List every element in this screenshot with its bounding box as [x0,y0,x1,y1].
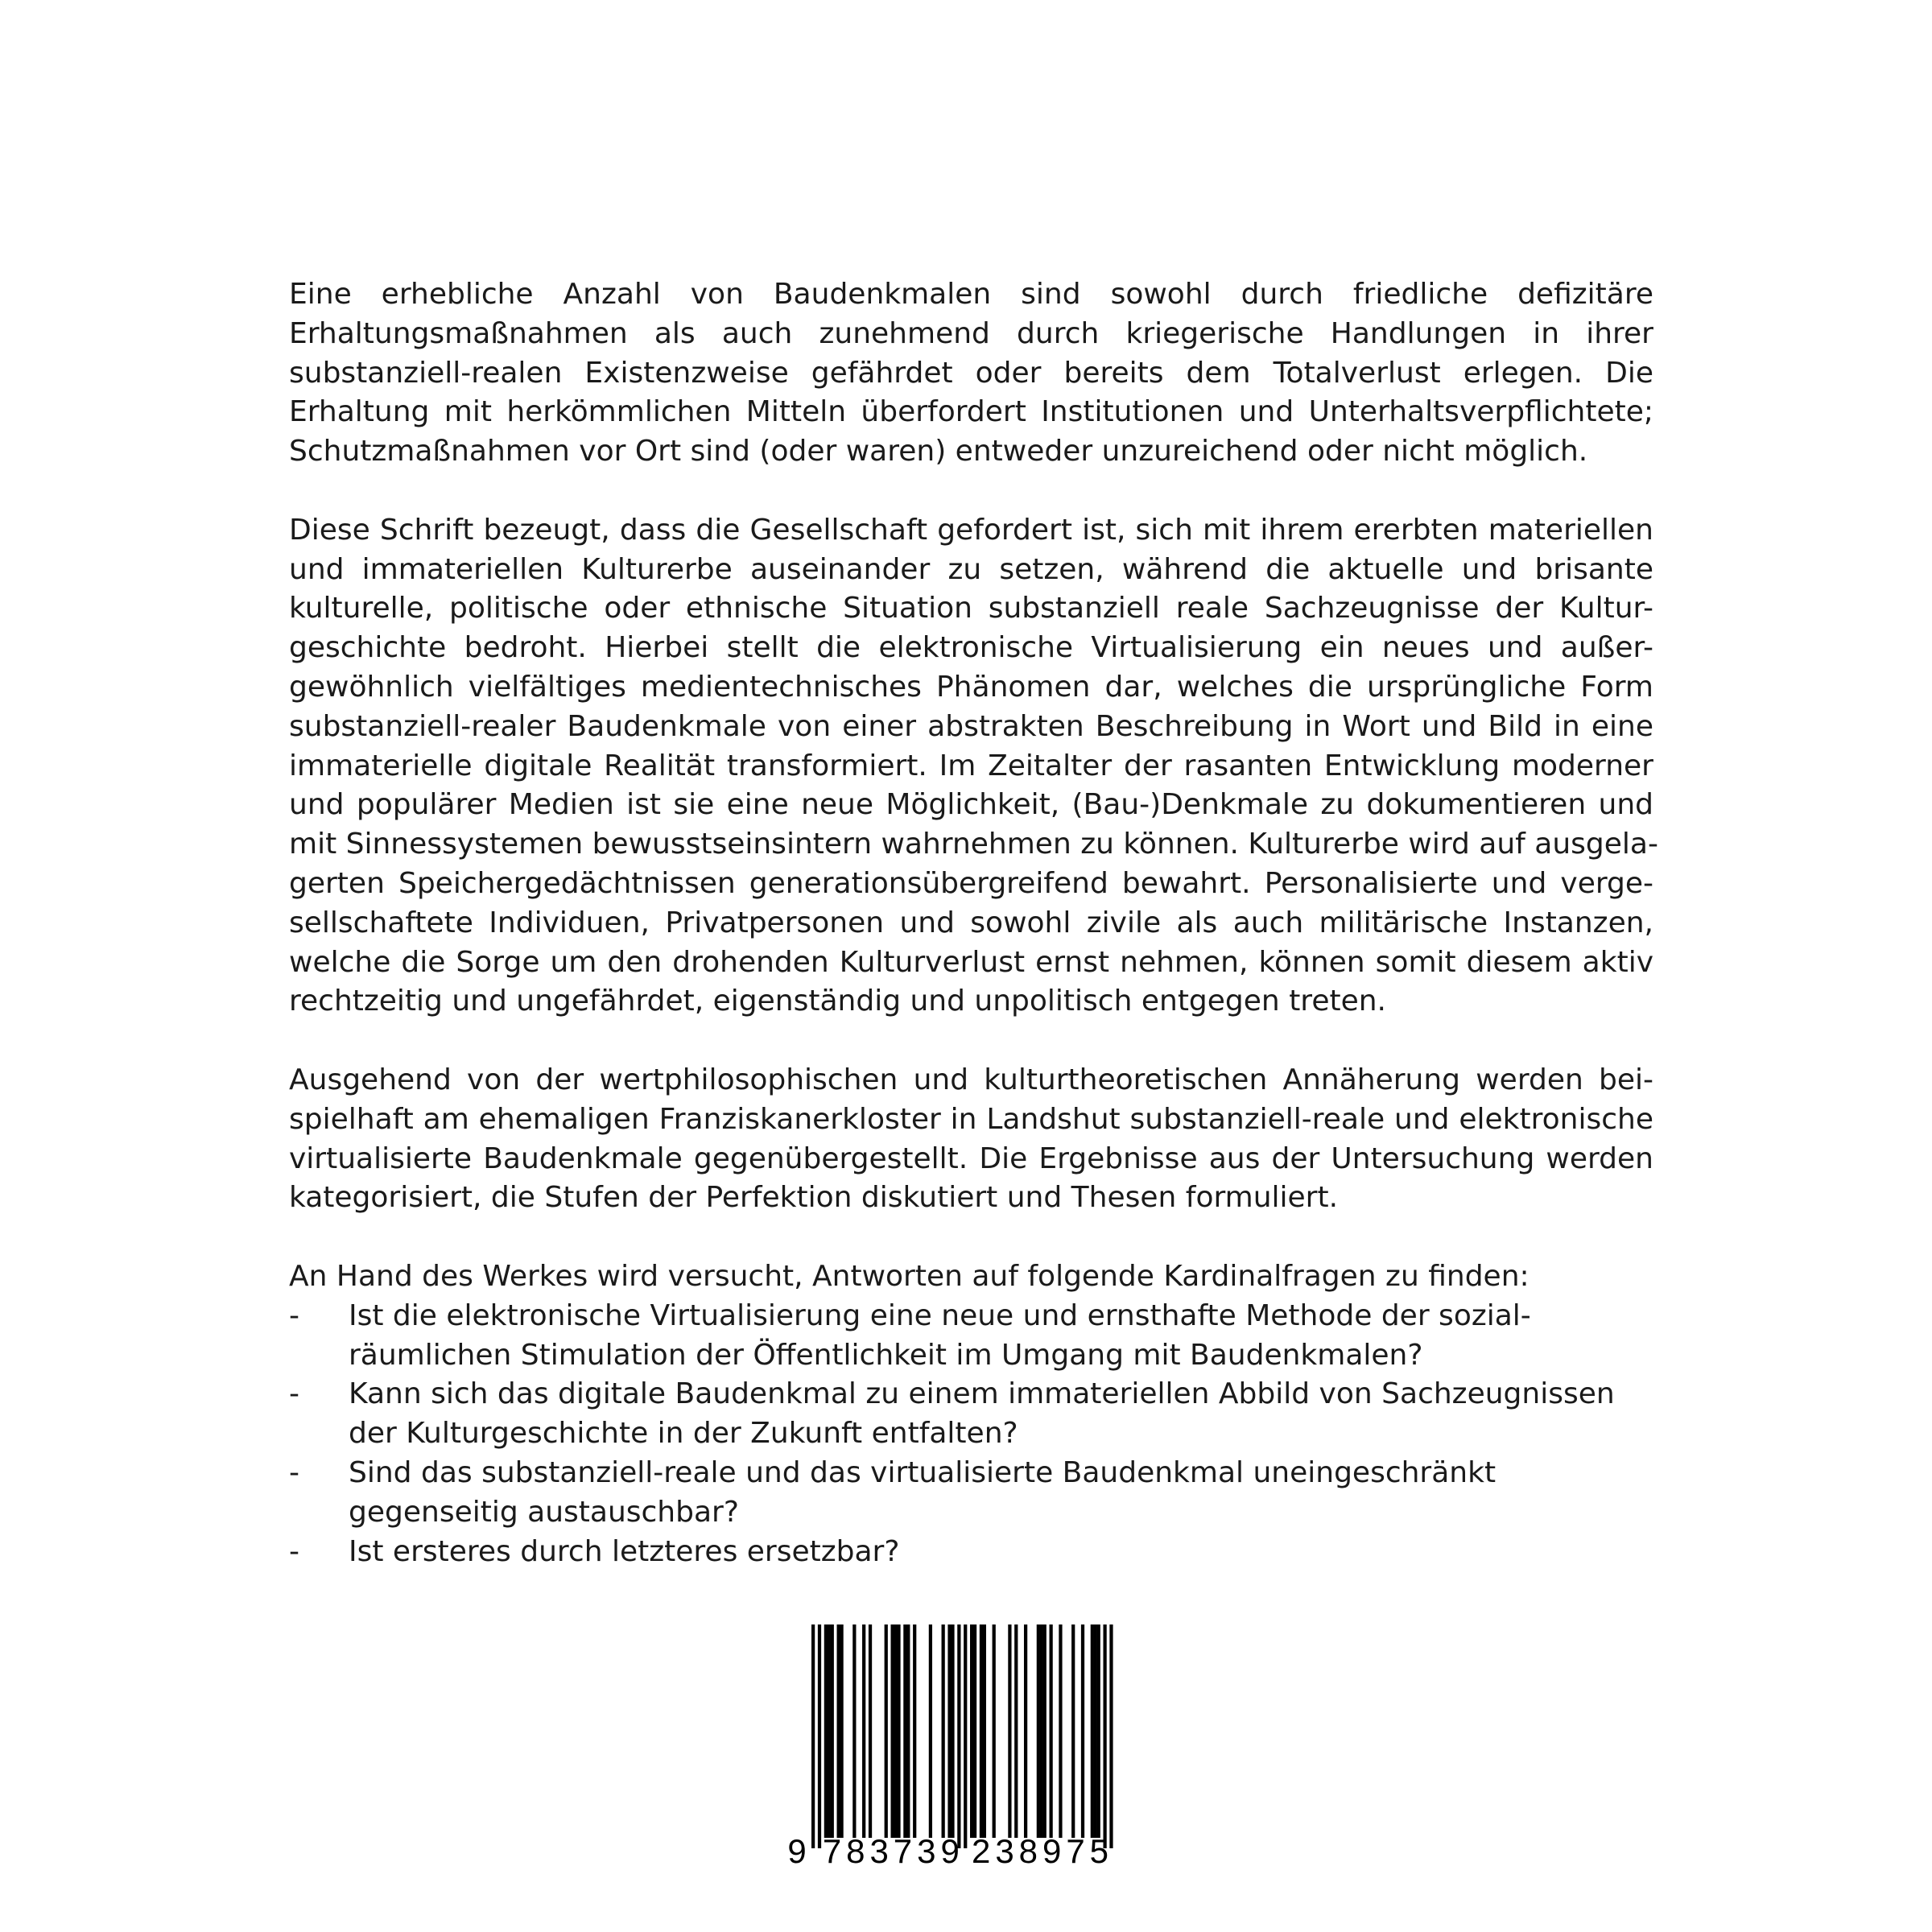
barcode-bar [1024,1624,1027,1838]
text-line: und populärer Medien ist sie eine neue Möglichkeit, (Bau-)Denkmale zu dokumentieren und [289,788,1653,822]
question-item [289,1454,1653,1533]
text-line: sellschaftete Individuen, Privatpersonen und sowohl zivile als auch militärische Instanzen, [289,906,1653,939]
question-line: Ist die elektronische Virtualisierung eine neue und ernsthafte Methode der sozial- [349,1298,1531,1332]
barcode-bar [980,1624,983,1838]
barcode-bar [1097,1624,1100,1838]
bullet-dash: - [289,1534,299,1568]
barcode-bar [891,1624,894,1838]
bullet-dash: - [289,1377,299,1411]
barcode-bar [840,1624,843,1838]
text-line: virtualisierte Baudenkmale gegenübergestellt. Die Ergebnisse aus der Untersuchung werden [289,1141,1653,1175]
barcode-bar [951,1624,954,1838]
bullet-dash: - [289,1455,299,1489]
paragraph-gap [289,472,1653,511]
barcode-bar [964,1624,967,1848]
barcode-bar [1040,1624,1043,1838]
barcode-bar [1008,1624,1011,1838]
question-line: gegenseitig austauschbar? [349,1495,739,1529]
text-line: immaterielle digitale Realität transformiert. Im Zeitalter der rasanten Entwicklung moderner [289,749,1653,782]
isbn-digits: 238975 [972,1832,1108,1866]
text-line: kategorisiert, die Stufen der Perfektion diskutiert und Thesen formuliert. [289,1181,1339,1215]
barcode-bar [1059,1624,1062,1838]
barcode-bar [1071,1624,1075,1838]
question-item [289,1375,1653,1454]
paragraph [289,511,1658,1022]
barcode-bar [1043,1624,1046,1838]
paragraph-gap [289,1218,1653,1257]
text-line: Diese Schrift bezeugt, dass die Gesellschaft gefordert ist, sich mit ihrem ererbten materiellen [289,513,1653,547]
question-item [289,1297,1653,1376]
barcode-bar [885,1624,888,1838]
isbn-barcode [781,1624,1151,1866]
barcode-bar [1050,1624,1053,1838]
paragraph [289,1061,1653,1218]
barcode-bar [837,1624,840,1838]
question-line: Kann sich das digitale Baudenkmal zu einem immateriellen Abbild von Sachzeugnissen [349,1377,1615,1411]
isbn-digits: 9 [787,1832,807,1866]
barcode-bar [831,1624,834,1838]
barcode-bar [869,1624,872,1838]
question-line: Sind das substanziell-reale und das virtualisierte Baudenkmal uneingeschränkt [349,1455,1496,1489]
barcode-bar [897,1624,900,1838]
barcode-bar [947,1624,951,1838]
text-line: rechtzeitig und ungefährdet, eigenständig und unpolitisch entgegen treten. [289,985,1386,1018]
barcode-bar [1091,1624,1094,1838]
barcode-bar [1014,1624,1018,1838]
barcode-bar [1103,1624,1106,1848]
text-line: gerten Speichergedächtnissen generationsübergreifend bewahrt. Personalisierte und verge- [289,866,1653,900]
question-line: Ist ersteres durch letzteres ersetzbar? [349,1534,900,1568]
isbn-digits: 783739 [822,1832,960,1866]
barcode-bar [852,1624,856,1838]
text-line: substanziell-realer Baudenkmale von einer abstrakten Beschreibung in Wort und Bild in eine [289,709,1653,743]
barcode-bar [983,1624,986,1838]
text-line: kulturelle, politische oder ethnische Situation substanziell reale Sachzeugnisse der Kultur- [289,592,1653,625]
barcode-bar [862,1624,865,1838]
text-line: Schutzmaßnahmen vor Ort sind (oder waren) entweder unzureichend oder nicht möglich. [289,435,1588,469]
text-line: gewöhnlich vielfältiges medientechnisches Phänomen dar, welches die ursprüngliche Form [289,670,1653,704]
text-line: spielhaft am ehemaligen Franziskanerkloster in Landshut substanziell-reale und elektronische [289,1102,1653,1136]
text-line: Erhaltungsmaßnahmen als auch zunehmend durch kriegerische Handlungen in ihrer [289,316,1653,350]
barcode-bar [913,1624,916,1838]
barcode-bar [818,1624,821,1848]
text-line: substanziell-realen Existenzweise gefährdet oder bereits dem Totalverlust erlegen. Die [289,356,1653,390]
paragraph [289,275,1653,472]
barcode-bar [973,1624,976,1838]
barcode-bar [828,1624,831,1838]
barcode-bar [1094,1624,1097,1838]
barcode-bar [1037,1624,1040,1838]
question-line: räumlichen Stimulation der Öffentlichkeit im Umgang mit Baudenkmalen? [349,1338,1423,1372]
question-line: der Kulturgeschichte in der Zukunft entfalten? [349,1417,1018,1451]
barcode-bar [942,1624,945,1838]
text-line: und immateriellen Kulturerbe auseinander zu setzen, während die aktuelle und brisante [289,552,1653,586]
barcode-bar [894,1624,897,1838]
back-cover-text [289,275,1658,1571]
barcode-bar [906,1624,910,1838]
barcode-bar [824,1624,828,1838]
text-line: welche die Sorge um den drohenden Kulturverlust ernst nehmen, können somit diesem aktiv [289,945,1653,979]
barcode-bar [993,1624,996,1838]
bullet-dash: - [289,1298,299,1332]
text-line: geschichte bedroht. Hierbei stellt die elektronische Virtualisierung ein neues und außer- [289,631,1653,665]
paragraph-gap [289,1022,1653,1061]
barcode-bar [811,1624,815,1848]
questions-intro: An Hand des Werkes wird versucht, Antworten auf folgende Kardinalfragen zu finden: [289,1259,1530,1293]
barcode-bar [903,1624,906,1838]
text-line: Erhaltung mit herkömmlichen Mitteln überfordert Institutionen und Unterhaltsverpflichtete; [289,395,1653,429]
barcode-bar [957,1624,960,1848]
barcode-bar [929,1624,932,1838]
text-line: Eine erhebliche Anzahl von Baudenkmalen sind sowohl durch friedliche defizitäre [289,278,1653,311]
text-line: Ausgehend von der wertphilosophischen und kulturtheoretischen Annäherung werden bei- [289,1063,1653,1096]
barcode-bar [1081,1624,1084,1838]
barcode-bar [970,1624,973,1838]
barcode-bar [1109,1624,1113,1848]
question-item [289,1533,1653,1572]
text-line: mit Sinnessystemen bewusstseinsintern wahrnehmen zu können. Kulturerbe wird auf ausgela- [289,828,1658,861]
